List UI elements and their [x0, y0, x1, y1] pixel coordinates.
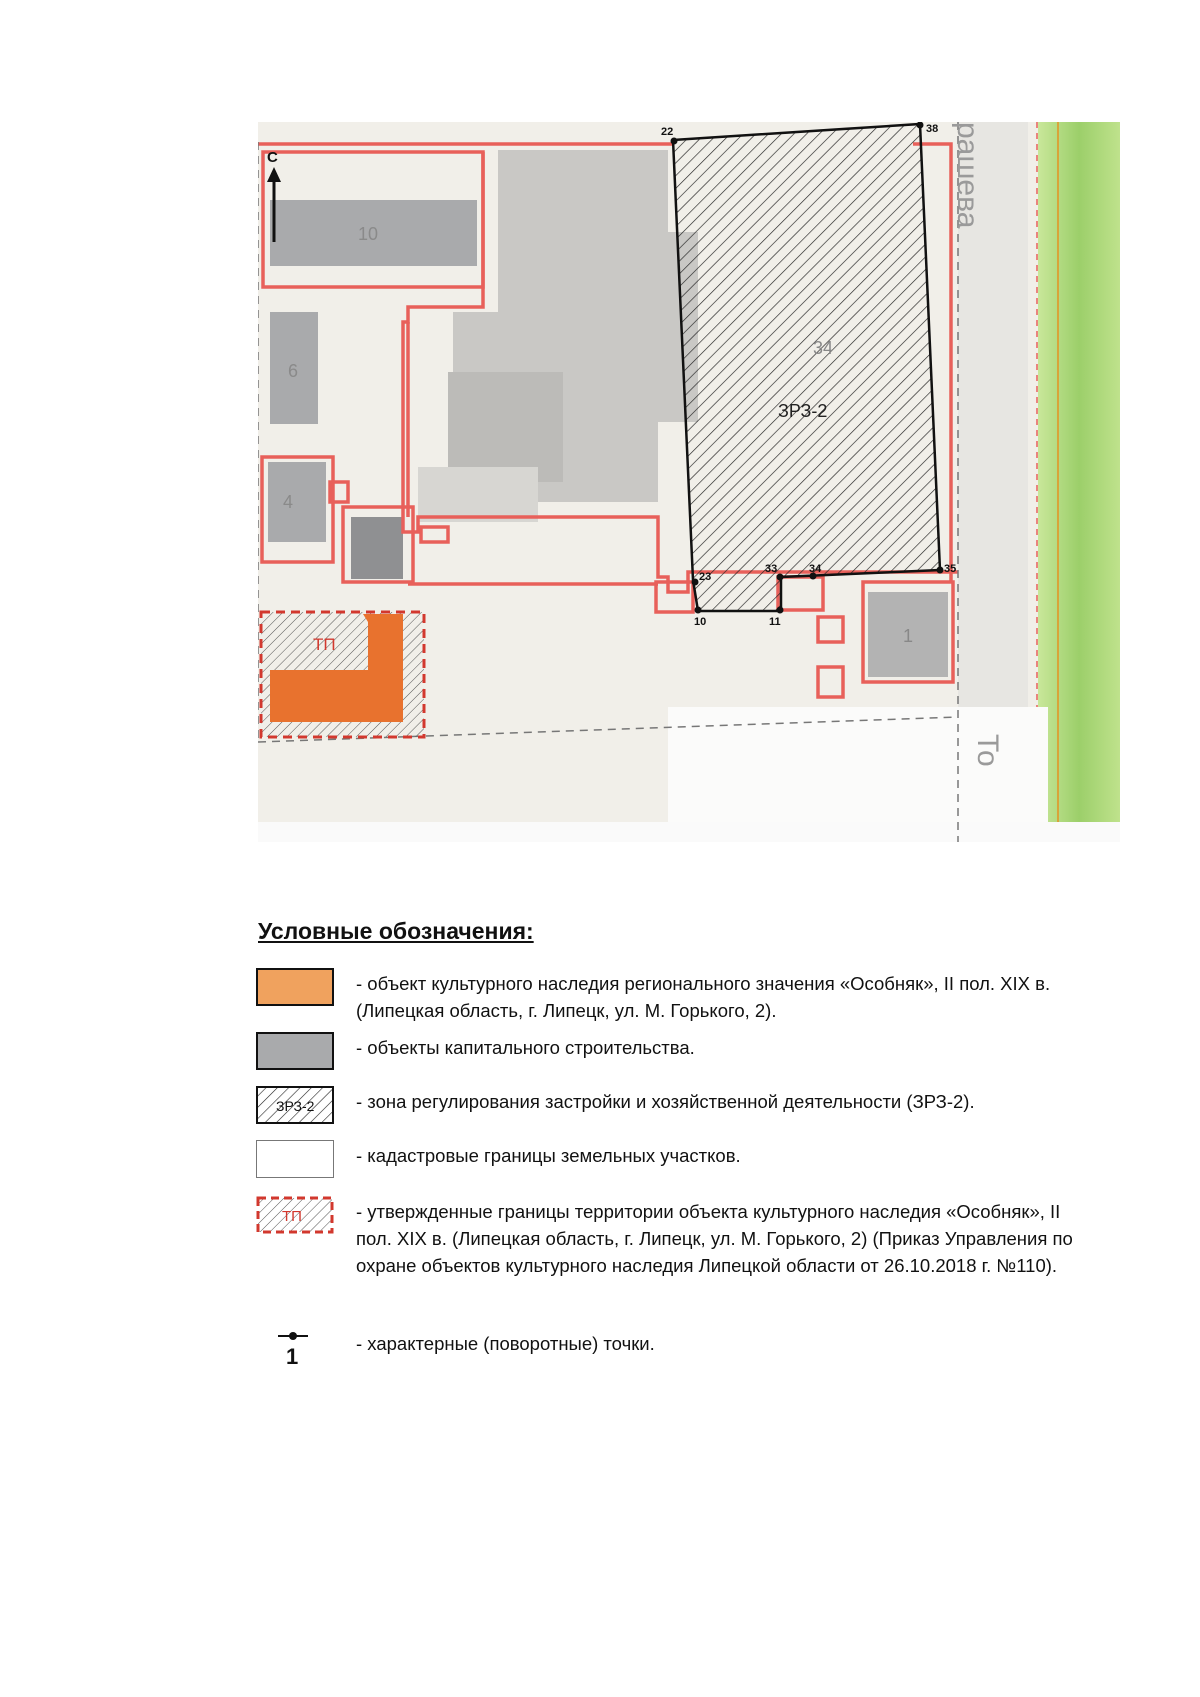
legend-swatch-buildings — [256, 1032, 334, 1070]
empty-lot — [668, 707, 1048, 842]
legend-swatch-point — [256, 1328, 334, 1388]
territory-label: ТП — [313, 635, 336, 654]
point-label-22: 22 — [661, 126, 674, 138]
point-10 — [695, 607, 702, 614]
building-1-number: 1 — [903, 626, 914, 646]
building-north-number: 10 — [358, 224, 379, 244]
legend-text-zrz2: - зона регулирования застройки и хозяйственной деятельности (ЗРЗ-2). — [356, 1091, 975, 1112]
legend-swatch-point-label: 1 — [286, 1344, 299, 1369]
point-label-23: 23 — [699, 571, 712, 583]
building-6-number: 6 — [288, 361, 299, 381]
legend-swatch-zrz2 — [256, 1086, 334, 1124]
zrz2-zone-label: ЗРЗ-2 — [778, 401, 828, 421]
point-label-11: 11 — [769, 616, 781, 628]
bottom-road — [258, 822, 1120, 842]
zrz2-zone — [673, 124, 940, 611]
legend-text-cadastral: - кадастровые границы земельных участков. — [356, 1145, 741, 1166]
legend-swatch-territory — [256, 1196, 334, 1234]
building-4-number: 4 — [283, 492, 294, 512]
legend-swatch-zrz2-label: ЗРЗ-2 — [276, 1098, 315, 1114]
legend-swatch-cadastral — [256, 1140, 334, 1178]
legend-text-heritage: - объект культурного наследия регионального значения «Особняк», II пол. XIX в. (Липецкая область, г. Липецк, ул. М. Горького, 2). — [356, 973, 1051, 1021]
legend-swatch-territory-label: ТП — [282, 1208, 302, 1225]
point-label-10: 10 — [694, 616, 707, 628]
point-35 — [937, 567, 944, 574]
legend-swatch-heritage — [256, 968, 334, 1006]
legend-text-territory: - утвержденные границы территории объекта культурного наследия «Особняк», II пол. XIX в. (Липецкая область, г. Липецк, ул. М. Горького, 2) (Приказ Управления по охране объектов культурного наследия Липецкой области от 26.10.2018 г. №110). — [356, 1201, 1073, 1276]
building-4 — [268, 462, 326, 542]
building-small-central — [351, 517, 403, 579]
green-strip — [1038, 122, 1120, 842]
street-label-bottom-right: То — [971, 734, 1004, 767]
point-22 — [671, 138, 678, 145]
legend-text-buildings: - объекты капитального строительства. — [356, 1037, 695, 1058]
point-23 — [692, 579, 699, 586]
point-11 — [777, 607, 784, 614]
site-plan-map — [258, 122, 1120, 842]
street-label-top-right: рашева — [951, 122, 984, 229]
legend-text-points: - характерные (поворотные) точки. — [356, 1333, 655, 1354]
point-label-34: 34 — [809, 563, 822, 575]
legend-title: Условные обозначения: — [258, 918, 534, 944]
point-label-38: 38 — [926, 123, 939, 135]
point-33 — [777, 574, 784, 581]
north-label: С — [267, 149, 278, 166]
point-label-33: 33 — [765, 563, 778, 575]
point-label-35: 35 — [944, 563, 957, 575]
building-34-number: 34 — [813, 338, 834, 358]
